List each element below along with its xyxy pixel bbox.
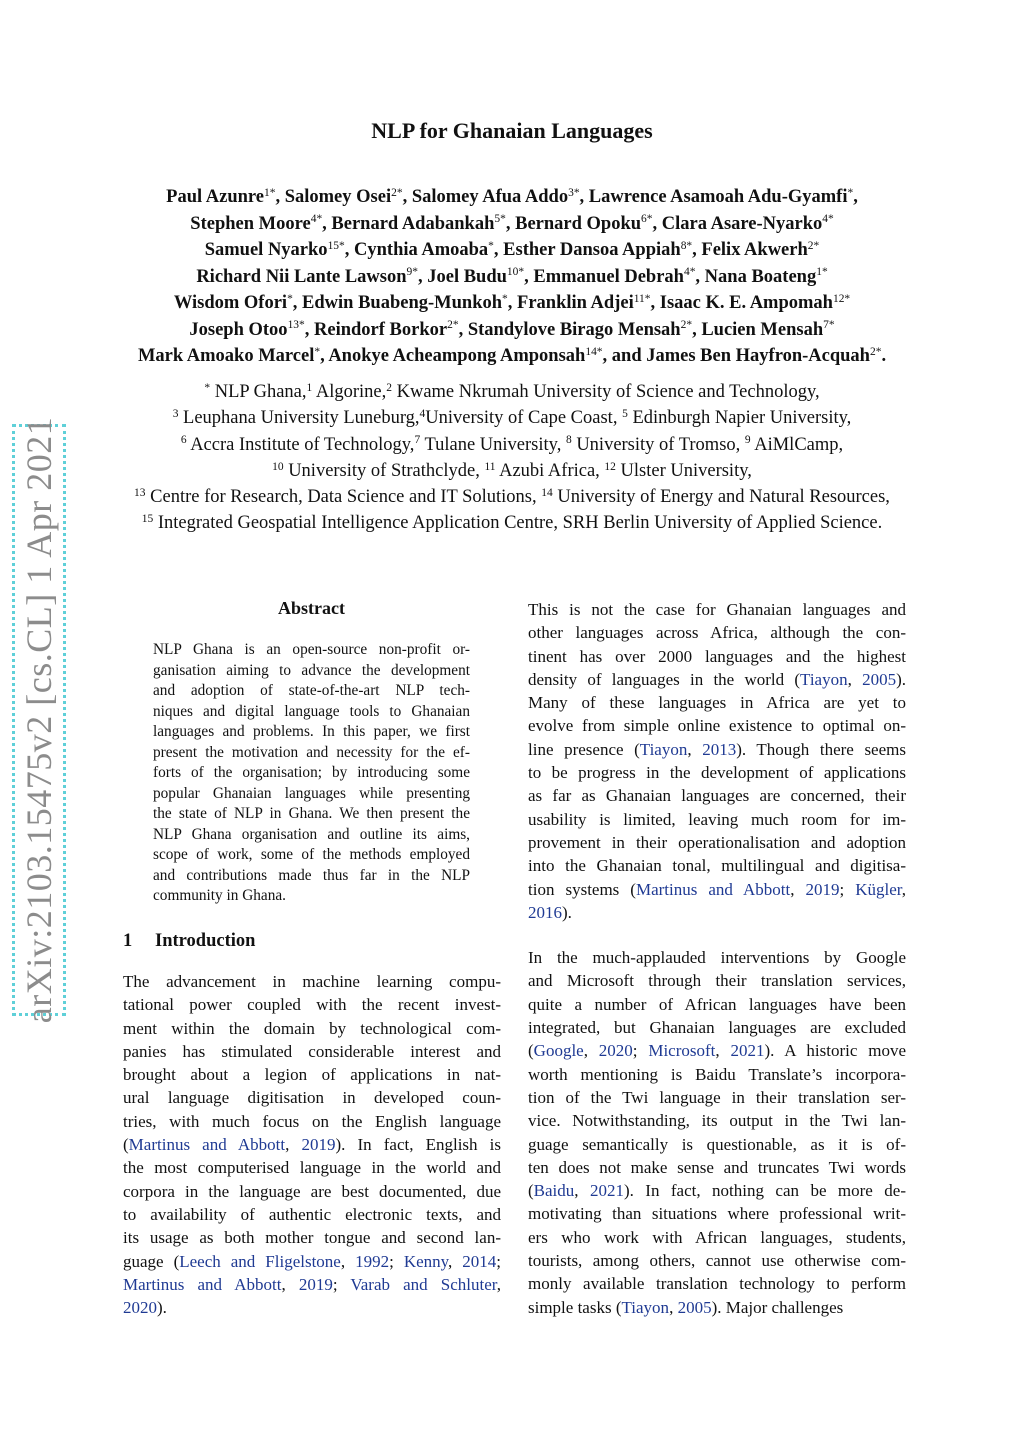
author-name: Clara Asare-Nyarko [661, 213, 823, 234]
author-separator: , [322, 213, 332, 234]
author-line [60, 318, 964, 345]
text-run: Many of these languages in Africa are yet to [528, 693, 906, 713]
text-line [528, 1296, 906, 1319]
affiliation-mark: 15 [141, 513, 154, 526]
text-run: provement in their operationalisation and adoption [528, 832, 906, 852]
author-name: Nana Boateng [704, 266, 817, 287]
affiliation-mark: 7 [414, 434, 421, 447]
citation-link[interactable]: 1992 [355, 1251, 390, 1271]
text-run: guage semantically is questionable, as it is of- [528, 1134, 906, 1154]
text-line [123, 1156, 501, 1179]
text-run: panies has stimulated considerable interest and [123, 1041, 501, 1061]
text-line [528, 714, 906, 737]
author-name: Franklin Adjei [517, 293, 634, 313]
author-affiliation-mark: 10* [506, 266, 525, 279]
author-affiliation-mark: 2* [680, 319, 693, 332]
affiliation-text: Centre for Research, Data Science and IT Solutions, [145, 487, 542, 508]
text-run: usability is limited, leaving much room for im- [528, 809, 906, 829]
text-run: to availability of authentic electronic texts, and [123, 1204, 501, 1224]
author-separator: , [417, 266, 428, 287]
text-run: ). In fact, English is [335, 1135, 501, 1155]
text-run: monly available translation technology to perform [528, 1274, 906, 1294]
text-run: other languages across Africa, although the con- [528, 623, 906, 643]
text-run: density of languages in the world ( [528, 669, 801, 689]
text-run: ). [157, 1298, 167, 1318]
author-affiliation-mark: 12* [832, 292, 851, 305]
text-line [528, 854, 906, 877]
author-name: Cynthia Amoaba [354, 240, 489, 260]
affiliation-text: Kwame Nkrumah University of Science and Technology, [391, 382, 820, 402]
abstract-line: NLP Ghana organisation and outline its aims, [153, 825, 470, 843]
text-run: , [583, 1041, 599, 1061]
text-run: , [340, 1251, 356, 1271]
text-run: ; [389, 1251, 404, 1271]
affiliation-mark: 8 [565, 434, 572, 447]
text-line [123, 1063, 501, 1086]
text-run: corpora in the language are best documented, due [123, 1181, 501, 1201]
text-run: ). In fact, nothing can be more de- [623, 1181, 906, 1201]
author-name: Samuel Nyarko [204, 240, 328, 260]
text-run: This is not the case for Ghanaian languages and [528, 600, 906, 619]
author-name: Salomey Afua Addo [411, 187, 569, 207]
author-affiliation-mark: * [847, 186, 854, 199]
citation-link[interactable]: 2020 [123, 1298, 157, 1318]
text-run: , [901, 879, 906, 899]
citation-link[interactable]: Google [533, 1041, 584, 1061]
text-line [528, 784, 906, 807]
paper-title: NLP for Ghanaian Languages [371, 118, 653, 143]
author-name: Bernard Opoku [515, 213, 642, 234]
text-line [123, 1226, 501, 1249]
abstract-heading: Abstract [278, 598, 345, 618]
text-run: ( [528, 1041, 534, 1061]
text-run: ( [528, 1181, 534, 1201]
text-run: ). Though there seems [736, 739, 906, 759]
author-affiliation-mark: 9* [406, 266, 418, 279]
author-affiliation-mark: * [314, 345, 321, 358]
affiliation-mark: 10 [272, 460, 284, 473]
text-line [123, 1040, 501, 1063]
text-line [528, 969, 906, 992]
text-run: vice. Notwithstanding, its output in the Twi lan- [528, 1111, 906, 1131]
citation-link[interactable]: Kügler [855, 879, 902, 899]
author-separator: , [304, 319, 315, 340]
affiliation-list [40, 380, 984, 538]
text-line [528, 1016, 906, 1039]
author-line [60, 265, 964, 292]
author-separator: , [579, 187, 589, 207]
text-line [123, 1017, 501, 1040]
text-line [528, 901, 906, 924]
citation-link[interactable]: 2019 [805, 879, 840, 899]
affiliation-mark: 1 [306, 381, 313, 394]
affiliation-mark: 6 [180, 434, 187, 447]
author-affiliation-mark: 4* [683, 266, 696, 279]
text-line [528, 808, 906, 831]
citation-link[interactable]: Martinus and Abbott [635, 879, 791, 899]
text-line [123, 1296, 501, 1319]
abstract-line: ganisation aiming to advance the development [153, 661, 470, 679]
author-separator: , [458, 319, 468, 340]
affiliation-mark: 3 [172, 408, 179, 420]
affiliation-mark: 2 [386, 381, 392, 394]
text-run: ; [839, 879, 856, 899]
section-title: Introduction [155, 931, 256, 951]
abstract-line: scope of work, some of the methods employed [153, 846, 470, 863]
text-run: brought about a legion of applications in nat- [123, 1065, 501, 1085]
text-run: , [281, 1274, 299, 1294]
author-affiliation-mark: 8* [680, 239, 693, 252]
text-line [528, 621, 906, 644]
citation-link[interactable]: 2005 [677, 1297, 712, 1317]
citation-link[interactable]: Kenny [403, 1251, 449, 1271]
citation-link[interactable]: Microsoft [648, 1041, 716, 1061]
text-line [528, 645, 906, 668]
author-name: Felix Akwerh [701, 240, 808, 260]
author-name: Paul Azunre [166, 187, 264, 207]
affiliation-line [40, 433, 984, 459]
author-separator: , [292, 293, 303, 313]
text-run: , [847, 669, 863, 689]
abstract-line: community in Ghana. [153, 887, 286, 904]
author-separator: , [493, 240, 504, 260]
abstract-body [153, 640, 470, 907]
text-run: the most computerised language in the world and [123, 1158, 501, 1178]
author-affiliation-mark: 1* [264, 186, 276, 199]
citation-link[interactable]: 2021 [589, 1181, 624, 1201]
author-affiliation-mark: 6* [641, 213, 653, 226]
affiliation-line [40, 406, 984, 432]
affiliation-line [40, 511, 984, 537]
text-run: In the much-applauded interventions by Google [528, 948, 906, 968]
citation-link[interactable]: Martinus and Abbott [123, 1274, 282, 1294]
text-run: , [448, 1251, 463, 1271]
author-separator: , [692, 319, 702, 340]
author-affiliation-mark: 14* [585, 345, 603, 358]
author-line [60, 238, 964, 265]
text-run: , [715, 1041, 731, 1061]
text-line [528, 691, 906, 714]
affiliation-text: University of Cape Coast, [425, 408, 623, 429]
citation-link[interactable]: 2016 [528, 902, 562, 922]
affiliation-text: Ulster University, [615, 460, 752, 481]
affiliation-line [40, 485, 984, 511]
affiliation-text: Leuphana University Luneburg, [178, 408, 420, 429]
author-affiliation-mark: 7* [823, 319, 835, 332]
author-separator: , [650, 293, 660, 313]
text-run: ). A historic move [764, 1041, 907, 1061]
text-line [123, 1133, 501, 1156]
affiliation-text: Accra Institute of Technology, [186, 434, 415, 455]
author-separator: , [524, 266, 534, 287]
text-run: worth mentioning is Baidu Translate’s incorpora- [528, 1064, 906, 1084]
text-run: and Microsoft through their translation services, [528, 971, 906, 991]
text-run: guage ( [123, 1251, 180, 1271]
text-run: ; [332, 1274, 351, 1294]
text-line [528, 993, 906, 1016]
author-separator: , [853, 187, 858, 207]
citation-link[interactable]: 2019 [298, 1274, 333, 1294]
abstract-line: NLP Ghana is an open-source non-profit or- [153, 641, 470, 658]
text-line [528, 1109, 906, 1132]
abstract-line: and contributions made thus far in the NLP [153, 866, 470, 884]
text-run: ment within the domain by technological com- [123, 1018, 501, 1038]
text-run: , [687, 739, 703, 759]
text-line [528, 1226, 906, 1249]
affiliation-text: Tulane University, [420, 434, 566, 455]
author-affiliation-mark: 2* [391, 186, 403, 199]
author-line [60, 344, 964, 371]
text-run: ). [562, 902, 572, 922]
author-separator: , [507, 293, 518, 313]
abstract-line: popular Ghanaian languages while presenting [153, 784, 470, 802]
author-name: Joseph Otoo [189, 319, 288, 340]
affiliation-line [40, 459, 984, 485]
author-name: Standylove Birago Mensah [467, 319, 681, 340]
text-line [528, 1063, 906, 1086]
text-run: tinent has over 2000 languages and the highest [528, 646, 906, 666]
citation-link[interactable]: 2020 [598, 1041, 633, 1061]
author-separator: , [652, 213, 662, 234]
text-line [528, 1039, 906, 1062]
section-heading-introduction [123, 931, 255, 952]
text-run: tries, with much focus on the English language [123, 1111, 501, 1131]
author-name: Isaac K. E. Ampomah [659, 293, 833, 313]
text-run: , [790, 879, 806, 899]
text-run: simple tasks ( [528, 1297, 622, 1317]
text-line [123, 970, 501, 993]
author-affiliation-mark: * [287, 292, 293, 305]
affiliation-mark: * [204, 381, 211, 394]
text-run: ( [123, 1135, 129, 1155]
affiliation-mark: 14 [541, 486, 553, 499]
text-line [528, 1156, 906, 1179]
abstract-line: the state of NLP in Ghana. We then present the [153, 805, 470, 822]
citation-link[interactable]: Leech and Fligelstone [179, 1251, 341, 1271]
author-separator: , [692, 240, 702, 260]
author-name: Richard Nii Lante Lawson [196, 266, 407, 287]
text-line [528, 1086, 906, 1109]
text-line [528, 1179, 906, 1202]
text-line [123, 1250, 501, 1273]
author-name: Emmanuel Debrah [533, 266, 684, 287]
author-name: Lawrence Asamoah Adu-Gyamfi [588, 187, 848, 207]
affiliation-text: University of Tromso, [571, 434, 745, 455]
text-run: The advancement in machine learning compu- [123, 972, 501, 991]
text-line [528, 831, 906, 854]
text-run: ten does not make sense and truncates Twi words [528, 1157, 906, 1177]
citation-link[interactable]: 2013 [702, 739, 737, 759]
affiliation-text: Edinburgh Napier University, [627, 408, 852, 429]
author-separator: , [344, 240, 355, 260]
text-line [123, 1086, 501, 1109]
author-separator: , [320, 346, 329, 366]
affiliation-mark: 11 [484, 460, 496, 473]
text-run: tourists, among others, cannot use otherwise com- [528, 1251, 906, 1271]
text-line [123, 1203, 501, 1226]
author-name: Anokye Acheampong Amponsah [328, 346, 586, 366]
affiliation-text: Azubi Africa, [495, 460, 605, 481]
author-name: Edwin Buabeng-Munkoh [302, 293, 503, 313]
text-line [528, 946, 906, 969]
citation-link[interactable]: 2005 [862, 669, 897, 689]
author-name: Bernard Adabankah [331, 213, 495, 234]
text-run: ers who work with African languages, students, [528, 1227, 906, 1247]
text-run: ural language digitisation in developed coun- [123, 1088, 501, 1108]
abstract-line: and adoption of state-of-the-art NLP tech- [153, 682, 470, 699]
text-line [528, 1202, 906, 1225]
text-line [528, 878, 906, 901]
author-name: Esther Dansoa Appiah [503, 240, 681, 260]
citation-link[interactable]: Baidu [533, 1181, 575, 1201]
affiliation-line [40, 380, 984, 406]
text-run: its usage as both mother tongue and second lan- [123, 1228, 501, 1248]
text-line [528, 1249, 906, 1272]
author-separator: , and [602, 346, 647, 366]
abstract-line: languages and problems. In this paper, we first [153, 723, 470, 740]
section-number: 1 [123, 931, 133, 951]
arxiv-identifier: arXiv:2103.15475v2 [cs.CL] 1 Apr 2021 [19, 416, 59, 1024]
affiliation-text: University of Strathclyde, [283, 460, 485, 481]
text-run: ). Major challenges [711, 1297, 844, 1317]
author-separator: . [881, 346, 887, 366]
author-name: Lucien Mensah [701, 319, 824, 340]
affiliation-mark: 4 [419, 408, 426, 420]
author-affiliation-mark: 15* [327, 239, 345, 252]
affiliation-text: Integrated Geospatial Intelligence Application Centre, SRH Berlin University of Applied Science. [153, 513, 883, 534]
introduction-body [123, 970, 501, 1319]
author-affiliation-mark: 3* [568, 186, 580, 199]
citation-link[interactable]: 2019 [301, 1135, 336, 1155]
citation-link[interactable]: Tiayon [621, 1297, 670, 1317]
text-run: ). [896, 669, 907, 689]
author-affiliation-mark: 11* [633, 292, 651, 305]
author-affiliation-mark: 4* [310, 213, 323, 226]
citation-link[interactable]: 2014 [462, 1251, 497, 1271]
author-name: Wisdom Ofori [173, 293, 288, 313]
text-line [528, 598, 906, 621]
author-name: Salomey Osei [284, 187, 392, 207]
author-name: Reindorf Borkor [314, 319, 448, 340]
text-run: motivating than situations where professional writ- [528, 1204, 906, 1224]
text-run: line presence ( [528, 739, 640, 759]
affiliation-text: University of Energy and Natural Resources, [552, 487, 890, 508]
citation-link[interactable]: 2021 [730, 1041, 765, 1061]
text-line [123, 1273, 501, 1296]
citation-link[interactable]: Varab and Schluter [350, 1274, 497, 1294]
text-line [528, 1272, 906, 1295]
author-separator: , [275, 187, 285, 207]
author-affiliation-mark: * [502, 292, 508, 305]
author-affiliation-mark: 1* [816, 266, 828, 279]
text-line [528, 1133, 906, 1156]
author-affiliation-mark: 13* [287, 319, 305, 332]
affiliation-mark: 12 [604, 460, 616, 473]
text-run: , [574, 1181, 590, 1201]
author-name: Mark Amoako Marcel [137, 346, 315, 366]
text-line [528, 761, 906, 784]
author-affiliation-mark: 2* [869, 345, 882, 358]
text-run: , [496, 1274, 502, 1294]
affiliation-mark: 5 [622, 408, 628, 420]
text-run: to be progress in the development of applications [528, 763, 906, 783]
citation-link[interactable]: Tiayon [639, 739, 688, 759]
text-line [528, 738, 906, 761]
abstract-line: forts of the organisation; by introducing some [153, 764, 470, 781]
text-run: , [285, 1135, 302, 1155]
text-run: tational power coupled with the recent invest- [123, 995, 501, 1015]
text-run: tion of the Twi language in their translation ser- [528, 1087, 906, 1107]
text-run: ; [496, 1251, 502, 1271]
citation-link[interactable]: Martinus and Abbott [128, 1135, 286, 1155]
author-affiliation-mark: * [488, 239, 494, 252]
text-run: evolve from simple online existence to optimal on- [528, 716, 906, 736]
text-run: integrated, but Ghanaian languages are excluded [528, 1018, 906, 1038]
author-line [60, 212, 964, 239]
abstract-line: present the motivation and necessity for the ef- [153, 743, 470, 761]
author-name: Joel Budu [427, 266, 507, 287]
affiliation-text: NLP Ghana, [210, 382, 307, 402]
text-line [528, 668, 906, 691]
paragraph-2 [528, 946, 906, 1319]
text-run: tion systems ( [528, 879, 636, 899]
affiliation-text: Algorine, [312, 382, 387, 402]
author-separator: , [505, 213, 516, 234]
text-line [123, 1180, 501, 1203]
author-affiliation-mark: 2* [807, 239, 820, 252]
author-separator: , [695, 266, 705, 287]
author-separator: , [402, 187, 412, 207]
abstract-line: niques and digital language tools to Ghanaian [153, 702, 470, 720]
text-run: quite a number of African languages have been [528, 994, 906, 1014]
author-list [60, 185, 964, 371]
text-run: as far as Ghanaian languages are concerned, their [528, 786, 906, 806]
author-affiliation-mark: 2* [447, 319, 459, 332]
text-line [123, 1110, 501, 1133]
author-name: Stephen Moore [190, 213, 311, 234]
text-run: ; [632, 1041, 649, 1061]
author-name: James Ben Hayfron-Acquah [646, 346, 870, 366]
author-affiliation-mark: 5* [494, 213, 506, 226]
author-line [60, 291, 964, 318]
text-run: , [669, 1297, 678, 1317]
affiliation-mark: 9 [744, 434, 751, 447]
text-run: into the Ghanaian tonal, multilingual and digitisa- [528, 856, 906, 876]
author-affiliation-mark: 4* [822, 213, 834, 226]
paragraph-1 [528, 598, 906, 924]
author-line [60, 185, 964, 212]
text-line [123, 993, 501, 1016]
affiliation-text: AiMlCamp, [750, 434, 844, 455]
citation-link[interactable]: Tiayon [800, 669, 848, 689]
affiliation-mark: 13 [134, 486, 146, 499]
right-column [528, 598, 906, 1319]
